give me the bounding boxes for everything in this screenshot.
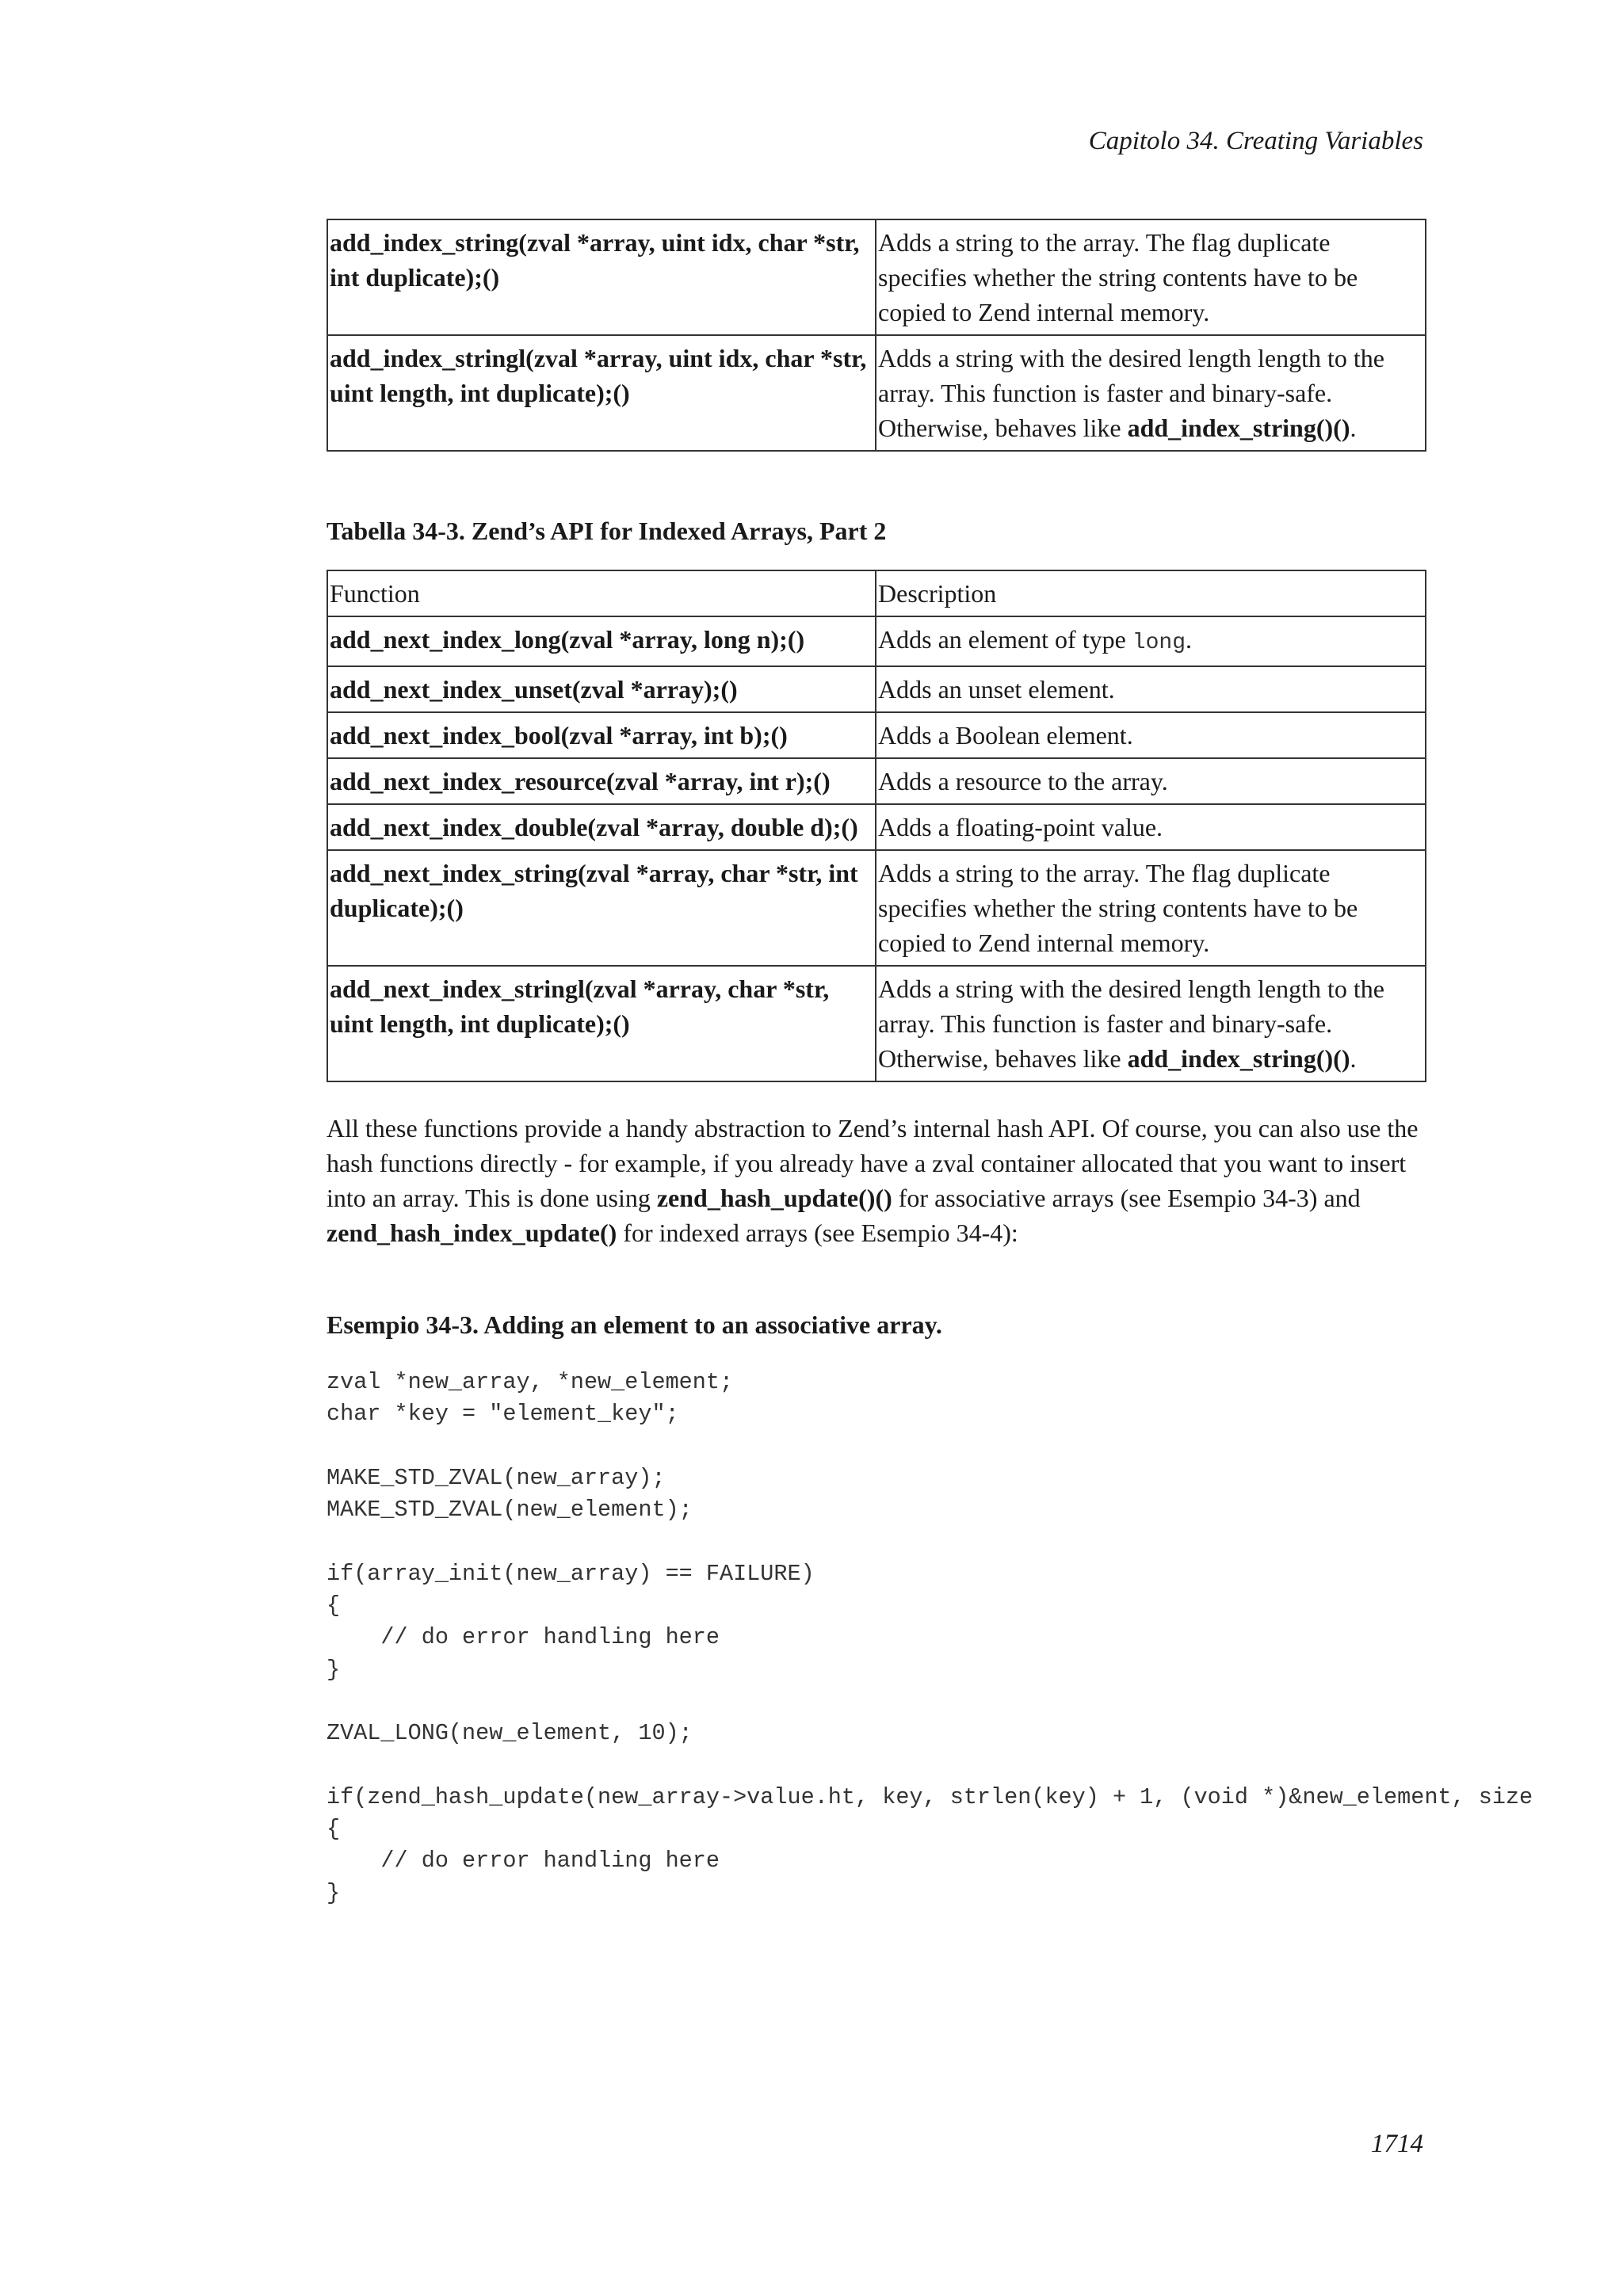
function-signature: add_next_index_resource(zval *array, int r);() xyxy=(327,758,876,804)
function-reference: zend_hash_update()() xyxy=(656,1184,892,1212)
function-signature: add_next_index_double(zval *array, double d);() xyxy=(327,804,876,850)
api-table-part2 xyxy=(327,570,1426,1082)
table-caption: Tabella 34-3. Zend’s API for Indexed Arrays, Part 2 xyxy=(327,517,887,545)
function-description: Adds a string to the array. The flag duplicate specifies whether the string contents have to be copied to Zend internal memory. xyxy=(876,850,1426,966)
function-description: Adds a resource to the array. xyxy=(876,758,1426,804)
paragraph-text: All these functions provide a handy abstraction to Zend’s internal hash API. Of course, you can also use the hash functions directly - for example, if you already have a zval container allocated that you want to insert into an array. This is done using xyxy=(327,1114,1419,1212)
table-row xyxy=(327,335,1426,451)
table-row xyxy=(327,666,1426,712)
description-punctuation: . xyxy=(1350,1044,1357,1073)
table-row xyxy=(327,804,1426,850)
example-title: Esempio 34-3. Adding an element to an associative array. xyxy=(327,1310,942,1339)
description-text: Adds an element of type xyxy=(878,625,1132,654)
paragraph-text: for associative arrays (see Esempio 34-3) and xyxy=(892,1184,1361,1212)
function-reference: add_index_string()() xyxy=(1127,1044,1350,1073)
function-description: Adds a Boolean element. xyxy=(876,712,1426,758)
function-description xyxy=(876,966,1426,1081)
api-table-part1 xyxy=(327,219,1426,452)
page-content xyxy=(327,219,1533,1909)
function-description: Adds a string to the array. The flag duplicate specifies whether the string contents have to be copied to Zend internal memory. xyxy=(876,219,1426,335)
function-signature: add_next_index_bool(zval *array, int b);() xyxy=(327,712,876,758)
column-header-function: Function xyxy=(327,570,876,616)
page-number: 1714 xyxy=(1371,2130,1423,2158)
function-description: Adds a floating-point value. xyxy=(876,804,1426,850)
function-reference: add_index_string()() xyxy=(1127,414,1350,442)
function-description xyxy=(876,335,1426,451)
body-paragraph xyxy=(327,1111,1425,1250)
column-header-description: Description xyxy=(876,570,1426,616)
function-signature: add_next_index_stringl(zval *array, char *str, uint length, int duplicate);() xyxy=(327,966,876,1081)
inline-code: long xyxy=(1132,631,1186,655)
table-row xyxy=(327,966,1426,1081)
function-signature: add_next_index_long(zval *array, long n);() xyxy=(327,616,876,666)
table-row xyxy=(327,712,1426,758)
description-text: Adds a string with the desired length length to the array. This function is faster and binary-safe. Otherwise, behaves like xyxy=(878,974,1384,1073)
table-row xyxy=(327,850,1426,966)
code-listing: zval *new_array, *new_element; char *key = "element_key"; MAKE_STD_ZVAL(new_array); MAKE_STD_ZVAL(new_element); if(array_init(new_array) == FAILURE) { // do error handling here } ZVAL_LONG(new_element, 10); if(zend_hash_update(new_array->value.ht, key, strlen(key) + 1, (void *)&new_element, size { // do error handling here } xyxy=(327,1369,1533,1906)
description-text: Adds a string with the desired length length to the array. This function is faster and binary-safe. Otherwise, behaves like xyxy=(878,344,1384,442)
paragraph-text: for indexed arrays (see Esempio 34-4): xyxy=(617,1219,1018,1247)
function-signature: add_index_string(zval *array, uint idx, char *str, int duplicate);() xyxy=(327,219,876,335)
description-punctuation: . xyxy=(1350,414,1357,442)
description-punctuation: . xyxy=(1186,625,1193,654)
function-signature: add_next_index_string(zval *array, char *str, int duplicate);() xyxy=(327,850,876,966)
function-signature: add_index_stringl(zval *array, uint idx, char *str, uint length, int duplicate);() xyxy=(327,335,876,451)
table-row xyxy=(327,758,1426,804)
function-reference: zend_hash_index_update() xyxy=(327,1219,617,1247)
table-row xyxy=(327,616,1426,666)
table-row xyxy=(327,219,1426,335)
table-header-row xyxy=(327,570,1426,616)
function-description: Adds an unset element. xyxy=(876,666,1426,712)
function-signature: add_next_index_unset(zval *array);() xyxy=(327,666,876,712)
function-description xyxy=(876,616,1426,666)
running-header: Capitolo 34. Creating Variables xyxy=(1088,127,1423,155)
